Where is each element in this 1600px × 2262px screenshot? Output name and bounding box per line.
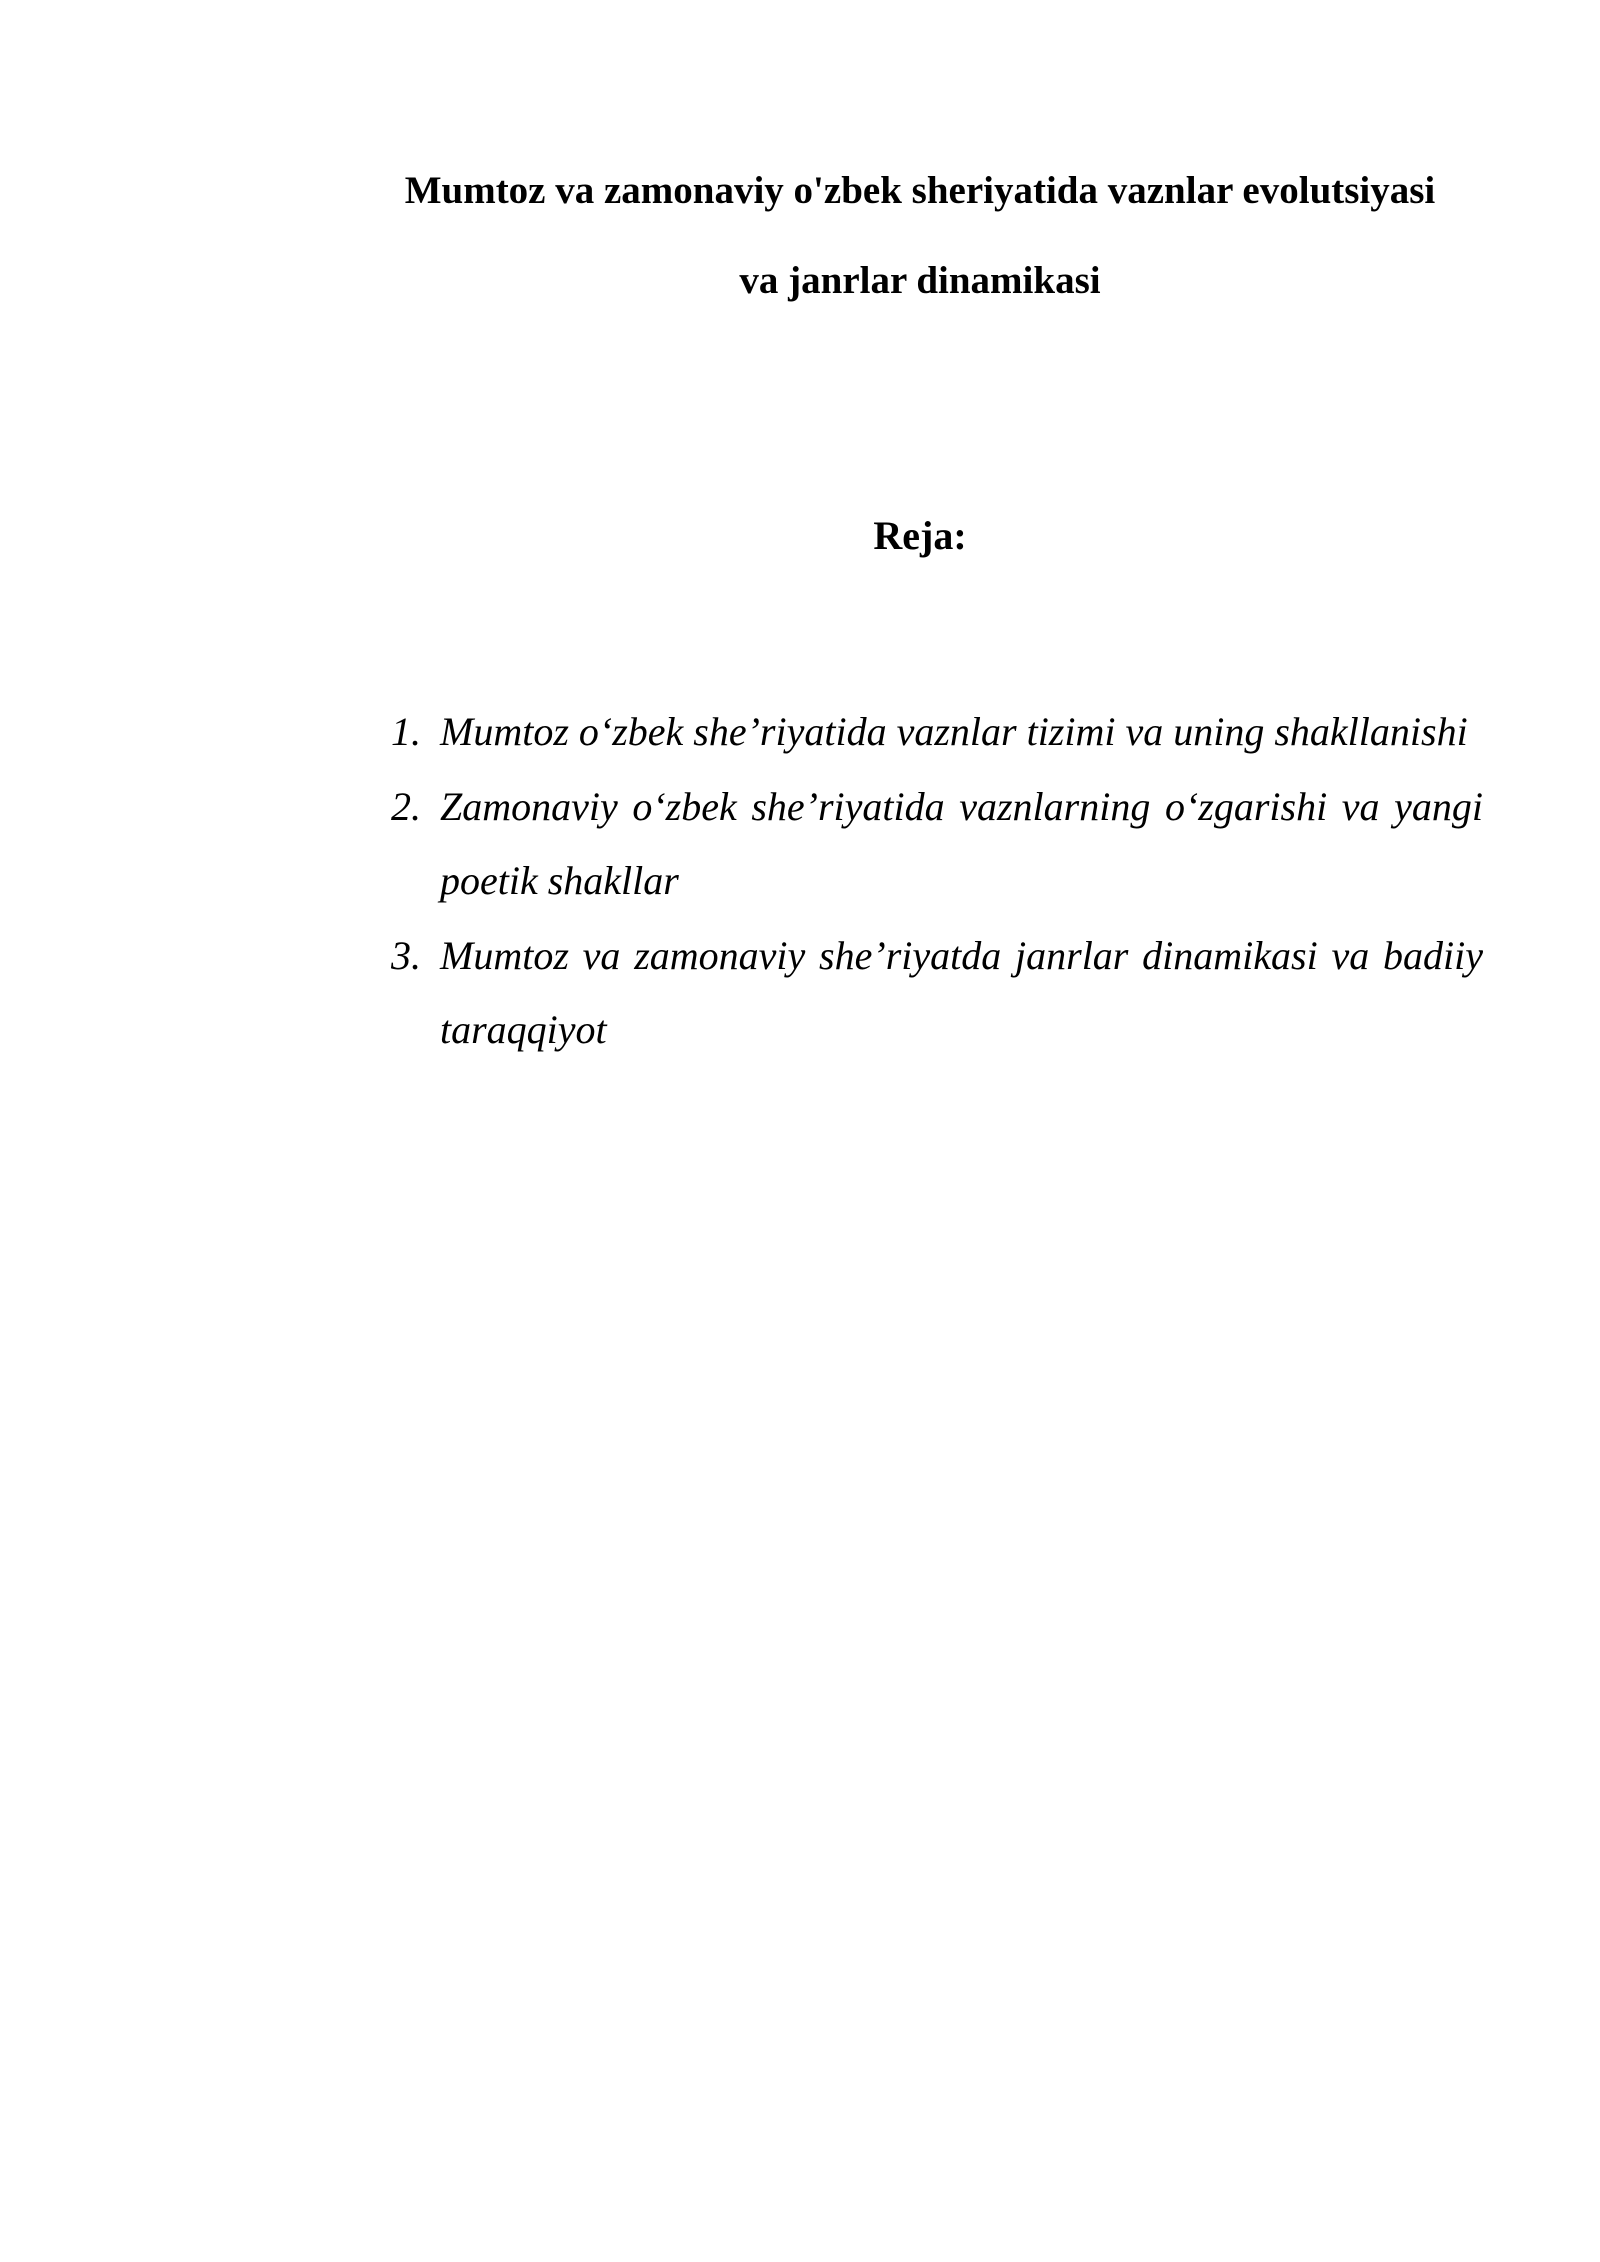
plan-item-text: Mumtoz va zamonaviy she’riyatda janrlar dinamikasi va badiiy taraqqiyot [440, 932, 1483, 1052]
plan-item-text: Zamonaviy o‘zbek she’riyatida vaznlarning o‘zgarishi va yangi poetik shakllar [440, 783, 1483, 903]
plan-item-number: 3. [391, 932, 421, 978]
plan-list [385, 695, 1483, 1068]
title-line-1: Mumtoz va zamonaviy o'zbek sheriyatida vaznlar evolutsiyasi [404, 169, 1436, 212]
plan-item-3 [385, 919, 1483, 1068]
plan-item-1 [385, 695, 1483, 770]
plan-item-number: 2. [391, 783, 421, 829]
document-title [300, 146, 1540, 326]
plan-item-number: 1. [391, 709, 421, 754]
plan-heading: Reja: [873, 513, 967, 558]
plan-item-text: Mumtoz o‘zbek she’riyatida vaznlar tizimi va uning shakllanishi [440, 709, 1468, 754]
plan-item-2 [385, 770, 1483, 919]
title-line-2: va janrlar dinamikasi [739, 259, 1101, 302]
